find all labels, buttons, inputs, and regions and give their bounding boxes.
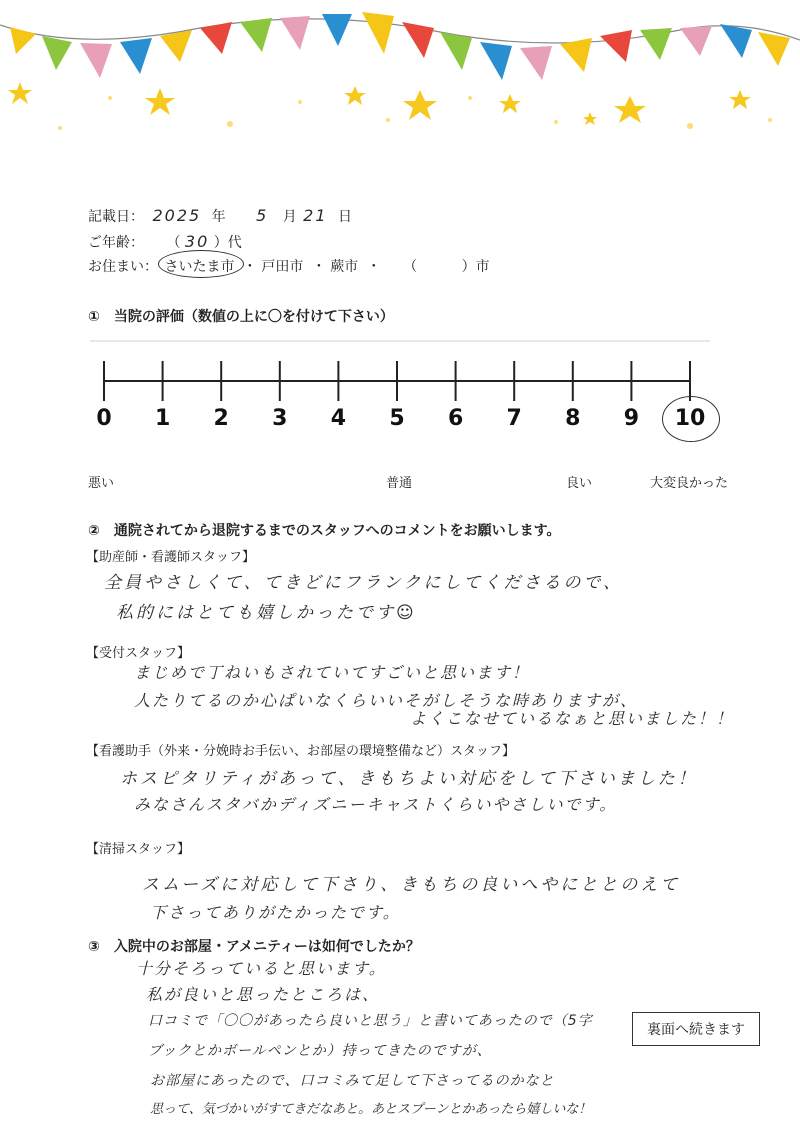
- continue-on-back-label: 裏面へ続きます: [632, 1012, 760, 1046]
- room-comment-line: ブックとかボールペンとか）持ってきたのですが、: [148, 1043, 492, 1059]
- flag-icon: [758, 32, 790, 66]
- flag-icon: [520, 46, 552, 80]
- residence-option-other-open: （: [403, 259, 418, 275]
- rating-selection-circle: [662, 396, 720, 442]
- date-year-value: 2025: [152, 206, 202, 225]
- rating-scale-number-3: 3: [272, 406, 288, 431]
- nursing-assistant-label: 【看護助手（外来・分娩時お手伝い、お部屋の環境整備など）スタッフ】: [86, 744, 516, 759]
- month-unit: 月: [282, 209, 297, 225]
- residence-option-other-dot: ・: [366, 259, 381, 275]
- flag-icon: [280, 16, 310, 50]
- age-row: [88, 232, 242, 252]
- nursing-assistant-comment-line: みなさんスタバかディズニーキャストくらいやさしいです。: [134, 795, 618, 814]
- rating-scale-number-4: 4: [330, 406, 347, 431]
- flag-icon: [720, 24, 752, 58]
- reception-comment-line: よくこなせているなぁと思いました！！: [410, 709, 735, 728]
- age-label: ご年齢：: [88, 235, 144, 251]
- rating-label-bad: 悪い: [88, 476, 115, 491]
- rating-scale-number-5: 5: [389, 406, 405, 431]
- midwife-comment-line: 全員やさしくて、てきどにフランクにしてくださるので、: [104, 573, 623, 593]
- rating-scale-number-10: 10: [674, 406, 706, 431]
- residence-option-other-close: ）市: [461, 259, 490, 275]
- flag-icon: [640, 28, 672, 60]
- flag-icon: [480, 42, 512, 80]
- age-value: 30: [184, 232, 210, 251]
- reception-comment-line: まじめで丁ねいもされていてすごいと思います！: [134, 663, 531, 682]
- flag-icon: [680, 26, 712, 56]
- rating-scale-number-7: 7: [506, 406, 522, 431]
- residence-option-toda: ・ 戸田市: [242, 259, 304, 275]
- nursing-assistant-comment-line: ホスピタリティがあって、きもちよい対応をして下さいました！: [120, 769, 698, 789]
- reception-label: 【受付スタッフ】: [86, 646, 191, 661]
- flag-icon: [80, 43, 112, 78]
- rating-label-good: 良い: [566, 476, 593, 491]
- year-unit: 年: [211, 209, 226, 225]
- star-icon: [8, 82, 751, 125]
- flag-icon: [160, 30, 192, 62]
- room-comment-line: お部屋にあったので、口コミみて足して下さってるのかなと: [150, 1073, 555, 1089]
- residence-option-saitama: さいたま市: [164, 259, 235, 275]
- midwife-nurse-label: 【助産師・看護師スタッフ】: [86, 550, 256, 565]
- room-comment-line: 口コミで「〇〇があったら良いと思う」と書いてあったので（5字: [148, 1013, 593, 1029]
- rating-section-title: ① 当院の評価（数値の上に〇を付けて下さい）: [88, 309, 394, 325]
- comments-section-title: ② 通院されてから退院するまでのスタッフへのコメントをお願いします。: [88, 523, 561, 539]
- flag-icon: [120, 38, 152, 74]
- date-label: 記載日：: [88, 209, 144, 225]
- rating-scale-number-8: 8: [565, 406, 581, 431]
- room-comment-line: 十分そろっていると思います。: [136, 959, 387, 978]
- age-open: （: [166, 235, 181, 251]
- rating-scale-number-0: 0: [96, 406, 112, 431]
- age-close: ）代: [213, 235, 242, 251]
- flag-icon: [440, 32, 472, 70]
- rating-scale-number-2: 2: [213, 406, 229, 431]
- room-section-title: ③ 入院中のお部屋・アメニティーは如何でしたか？: [88, 939, 420, 955]
- date-month-value: 5: [256, 206, 269, 225]
- room-comment-line: 思って、気づかいがすてきだなあと。あとスプーンとかあったら嬉しいな！: [150, 1102, 592, 1117]
- cleaning-comment-line: スムーズに対応して下さり、きもちの良いへやにととのえて: [142, 875, 681, 895]
- rating-scale-line: [90, 335, 710, 405]
- flag-icon: [362, 12, 394, 54]
- rating-label-normal: 普通: [386, 476, 413, 491]
- residence-option-warabi: ・ 蕨市: [311, 259, 359, 275]
- bunting-banner: [0, 0, 800, 140]
- flag-icon: [10, 27, 36, 54]
- flag-icon: [600, 30, 632, 62]
- residence-row: [88, 256, 490, 276]
- rating-label-great: 大変良かった: [650, 476, 729, 491]
- flag-icon: [322, 14, 352, 46]
- cleaning-staff-label: 【清掃スタッフ】: [86, 842, 191, 857]
- flag-icon: [402, 22, 434, 58]
- flag-icon: [240, 18, 272, 52]
- rating-scale-number-1: 1: [154, 406, 171, 431]
- reception-comment-line: 人たりてるのか心ぱいなくらいいそがしそうな時ありますが、: [134, 691, 639, 710]
- date-day-value: 21: [303, 206, 328, 225]
- rating-scale-number-9: 9: [623, 406, 640, 431]
- residence-label: お住まい：: [88, 259, 158, 275]
- room-comment-line: 私が良いと思ったところは、: [146, 985, 381, 1004]
- day-unit: 日: [337, 209, 352, 225]
- flag-icon: [42, 36, 72, 70]
- midwife-comment-line: 私的にはとても嬉しかったです☺: [116, 603, 417, 623]
- cleaning-comment-line: 下さってありがたかったです。: [150, 903, 401, 922]
- rating-scale-number-6: 6: [447, 406, 464, 431]
- residence-selection-circle: [158, 250, 244, 278]
- date-row: [88, 206, 352, 226]
